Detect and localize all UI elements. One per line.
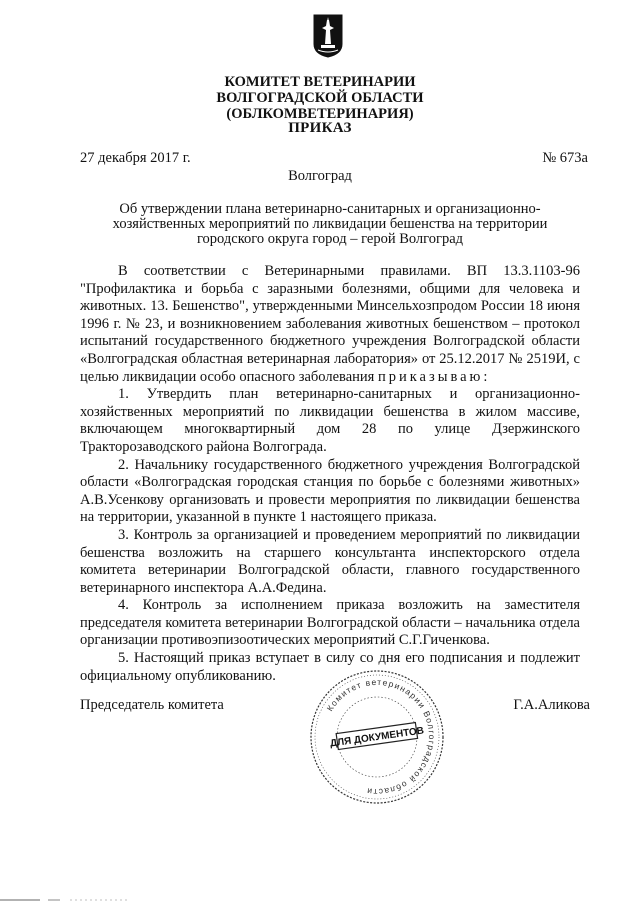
subject-line2: хозяйственных мероприятий по ликвидации бешенства на территории <box>112 216 548 232</box>
prikazyvayu-word: приказываю: <box>377 368 491 385</box>
intro-paragraph <box>80 263 580 386</box>
committee-header <box>0 74 640 122</box>
order-subject <box>80 202 580 247</box>
order-date: 27 декабря 2017 г. <box>80 150 191 166</box>
intro-text: В соответствии с Ветеринарными правилами. ВП 13.3.1103-96 "Профилактика и борьба с заразными болезнями, общими для человека и животных. 13. Бешенство", утвержденными Минсельхозпродом России 18 июня 1996 г. № 23, и возникновением заболевания животных бешенством – протокол испытаний государственного бюджетного учреждения Волгоградской области «Волгоградская областная ветеринарная лаборатория» от 25.12.2017 № 2519И, с целью ликвидации особо опасного заболевания <box>80 263 580 385</box>
stamp-center-text: ДЛЯ ДОКУМЕНТОВ <box>329 725 425 750</box>
committee-name-line3: (ОБЛКОМВЕТЕРИНАРИЯ) <box>226 106 414 122</box>
stamp-seal-icon <box>306 666 448 808</box>
order-body <box>80 263 580 685</box>
subject-line1: Об утверждении плана ветеринарно-санитарных и организационно- <box>119 201 541 217</box>
subject-line3: городского округа город – герой Волгоград <box>196 231 464 247</box>
signer-name: Г.А.Аликова <box>513 697 590 713</box>
order-city: Волгоград <box>288 168 352 184</box>
order-item-4: 4. Контроль за исполнением приказа возложить на заместителя председателя комитета ветеринарии Волгоградской области – начальника отдела организации противоэпизоотических мероприятий С.Г.Гиченкова. <box>80 597 580 649</box>
order-number: № 673а <box>542 150 588 166</box>
emblem-shield-icon <box>313 14 343 58</box>
order-item-3: 3. Контроль за организацией и проведением мероприятий по ликвидации бешенства возложить на старшего консультанта инспекторского отдела комитета ветеринарии Волгоградской области, главного государственного ветеринарного инспектора А.А.Федина. <box>80 526 580 596</box>
committee-name-line1: КОМИТЕТ ВЕТЕРИНАРИИ <box>224 74 416 90</box>
scan-marks <box>0 890 200 896</box>
official-stamp <box>306 666 448 808</box>
order-item-5: 5. Настоящий приказ вступает в силу со дня его подписания и подлежит официальному опубликованию. <box>80 650 580 684</box>
signer-title: Председатель комитета <box>80 697 224 713</box>
coat-of-arms-emblem <box>313 14 343 58</box>
committee-name-line2: ВОЛГОГРАДСКОЙ ОБЛАСТИ <box>216 90 424 106</box>
stamp-ring-text: Комитет ветеринарии Волгоградской области <box>324 676 438 798</box>
scan-line-decoration <box>0 897 200 903</box>
order-item-1: 1. Утвердить план ветеринарно-санитарных и организационно-хозяйственных мероприятий по ликвидации бешенства в жилом массиве, включающем многоквартирный дом 28 по улице Дзержинского Тракторозаводского района Волгограда. <box>80 386 580 455</box>
order-item-2: 2. Начальнику государственного бюджетного учреждения Волгоградской области «Волгоградская городская станция по борьбе с болезнями животных» А.В.Усенкову организовать и провести мероприятия по ликвидации бешенства на территории, указанной в пункте 1 настоящего приказа. <box>80 456 580 526</box>
document-type-title: ПРИКАЗ <box>288 120 352 136</box>
